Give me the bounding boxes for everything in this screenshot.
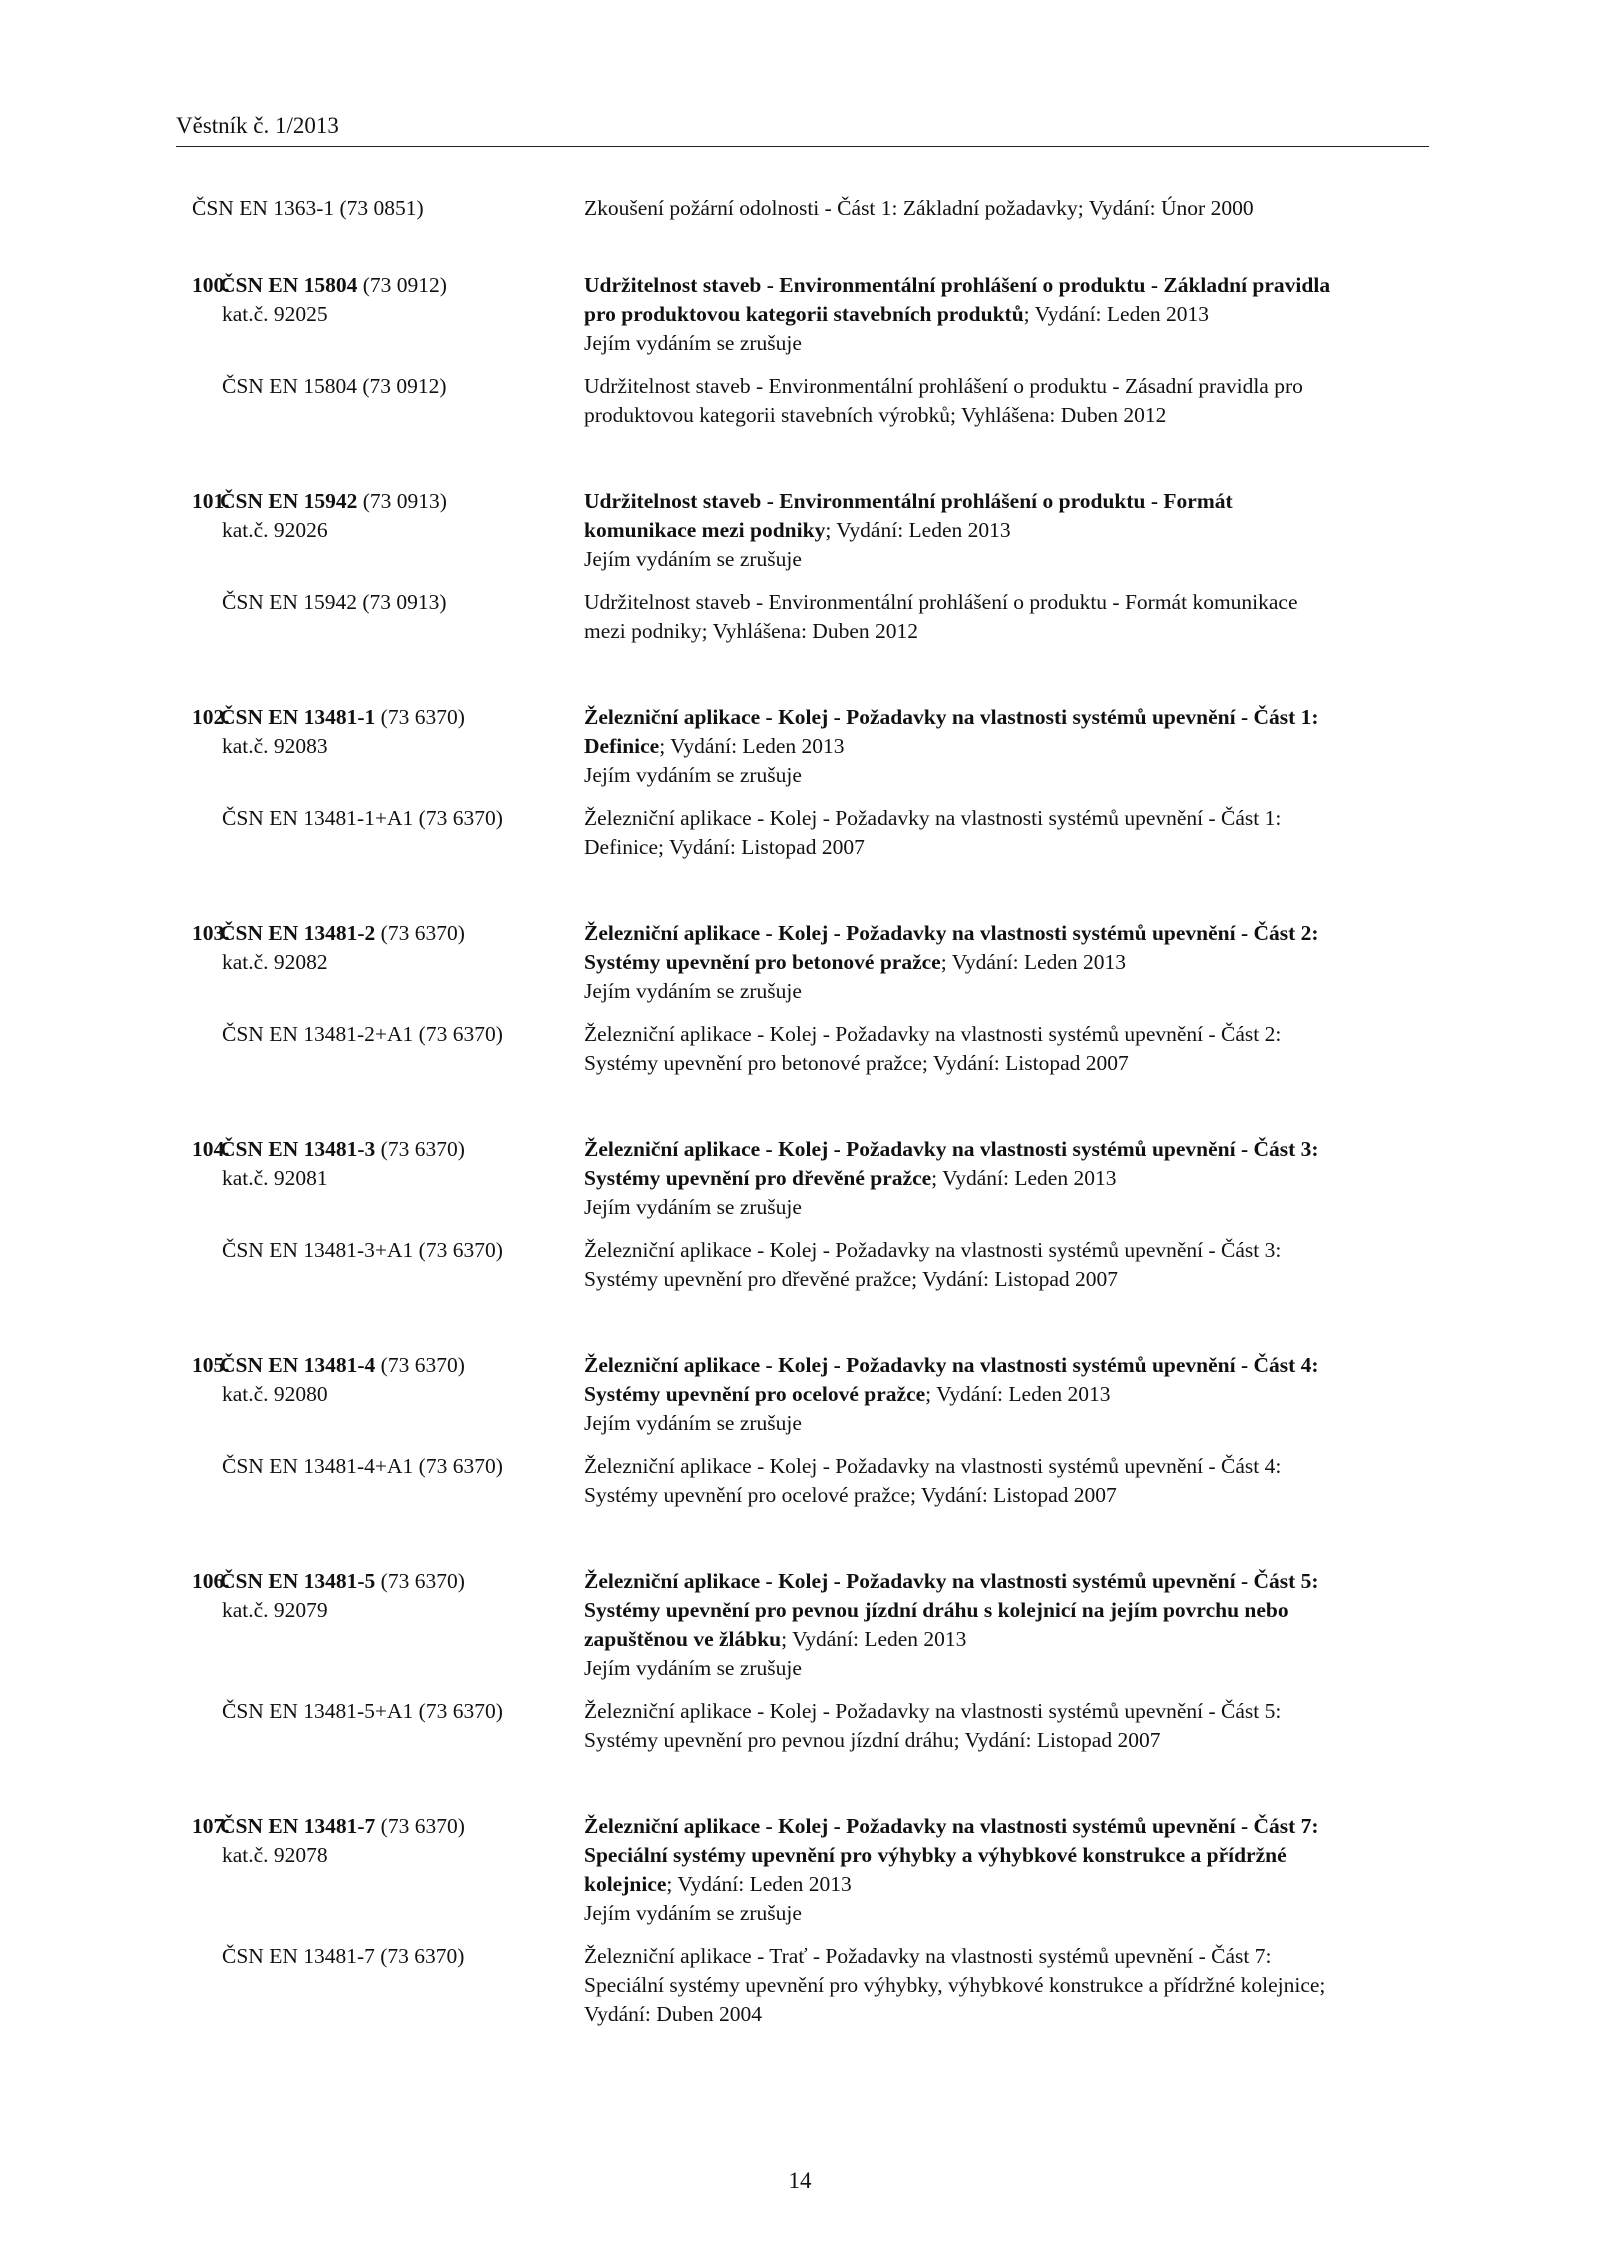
entry-class-code: (73 6370) [375, 921, 465, 945]
entry-spacer [192, 1510, 1432, 1567]
document-body [192, 194, 1432, 2029]
entry-spacer [192, 1078, 1432, 1135]
replaced-code: ČSN EN 13481-3+A1 (73 6370) [222, 1238, 503, 1262]
entry-cancel-note: Jejím vydáním se zrušuje [584, 331, 802, 355]
entry-identifier [192, 919, 584, 1006]
replaced-description-line: Železniční aplikace - Kolej - Požadavky na vlastnosti systémů upevnění - Část 5: [584, 1699, 1282, 1723]
entry-class-code: (73 6370) [375, 1814, 465, 1838]
entry-title-line: Udržitelnost staveb - Environmentální prohlášení o produktu - Základní pravidla [584, 273, 1331, 297]
entry-issue-date: ; Vydání: Leden 2013 [925, 1382, 1111, 1406]
entry-new-standard [192, 703, 1432, 790]
entry-class-code: (73 0913) [357, 489, 447, 513]
entry-number: 104. [192, 1137, 230, 1161]
replaced-description [584, 1697, 1432, 1755]
standard-entry [192, 271, 1432, 430]
entry-code: ČSN EN 15942 [220, 489, 358, 513]
entry-class-code: (73 6370) [375, 1569, 465, 1593]
entry-catalog-number: kat.č. 92083 [222, 734, 328, 758]
entry-spacer [192, 1755, 1432, 1812]
replaced-description-line: Speciální systémy upevnění pro výhybky, výhybkové konstrukce a přídržné kolejnice; [584, 1973, 1326, 1997]
replaced-code: ČSN EN 13481-1+A1 (73 6370) [222, 806, 503, 830]
entry-description [584, 1567, 1432, 1683]
replaced-description-line: Vydání: Duben 2004 [584, 2002, 762, 2026]
entry-spacer [192, 862, 1432, 919]
entry-spacer [192, 430, 1432, 487]
replaced-description-line: Systémy upevnění pro betonové pražce; Vydání: Listopad 2007 [584, 1051, 1129, 1075]
entry-cancel-note: Jejím vydáním se zrušuje [584, 1656, 802, 1680]
entry-cancel-note: Jejím vydáním se zrušuje [584, 1901, 802, 1925]
entry-replaced-standard [192, 1942, 1432, 2029]
top-entry-code: ČSN EN 1363-1 (73 0851) [192, 196, 424, 220]
entry-spacer [192, 646, 1432, 703]
entry-title-line: zapuštěnou ve žlábku [584, 1627, 782, 1651]
replaced-code: ČSN EN 15942 (73 0913) [222, 590, 447, 614]
entry-identifier [192, 1135, 584, 1222]
replaced-description [584, 1236, 1432, 1294]
entry-cancel-note: Jejím vydáním se zrušuje [584, 547, 802, 571]
replaced-description [584, 588, 1432, 646]
entry-issue-date: ; Vydání: Leden 2013 [940, 950, 1127, 974]
entry-class-code: (73 6370) [375, 1353, 465, 1377]
entry-new-standard [192, 271, 1432, 358]
entry-new-standard [192, 1135, 1432, 1222]
entry-replaced-standard [192, 1697, 1432, 1755]
entry-new-standard [192, 1351, 1432, 1438]
entry-class-code: (73 0912) [357, 273, 447, 297]
entry-identifier [192, 1812, 584, 1928]
entry-title-line: Udržitelnost staveb - Environmentální prohlášení o produktu - Formát [584, 489, 1233, 513]
entry-title-line: Systémy upevnění pro ocelové pražce [584, 1382, 926, 1406]
replaced-code: ČSN EN 15804 (73 0912) [222, 374, 447, 398]
entry-catalog-number: kat.č. 92081 [222, 1166, 328, 1190]
entry-code: ČSN EN 15804 [220, 273, 358, 297]
entry-new-standard [192, 1567, 1432, 1683]
replaced-description [584, 372, 1432, 430]
entry-title-line: Systémy upevnění pro betonové pražce [584, 950, 941, 974]
replaced-description-line: Definice; Vydání: Listopad 2007 [584, 835, 865, 859]
top-entry [192, 194, 1432, 223]
replaced-code: ČSN EN 13481-7 (73 6370) [222, 1944, 465, 1968]
entry-title-line: kolejnice [584, 1872, 667, 1896]
entry-identifier [192, 703, 584, 790]
replaced-description-line: Systémy upevnění pro dřevěné pražce; Vydání: Listopad 2007 [584, 1267, 1118, 1291]
entry-new-standard [192, 487, 1432, 574]
replaced-description-line: Systémy upevnění pro pevnou jízdní dráhu; Vydání: Listopad 2007 [584, 1728, 1161, 1752]
entry-replaced-standard [192, 1020, 1432, 1078]
entry-number: 105. [192, 1353, 230, 1377]
replaced-description-line: Udržitelnost staveb - Environmentální prohlášení o produktu - Zásadní pravidla pro [584, 374, 1303, 398]
replaced-description [584, 1020, 1432, 1078]
standard-entry [192, 487, 1432, 646]
entry-replaced-standard [192, 1236, 1432, 1294]
entry-cancel-note: Jejím vydáním se zrušuje [584, 1195, 802, 1219]
standard-entry [192, 1135, 1432, 1294]
entry-issue-date: ; Vydání: Leden 2013 [781, 1627, 967, 1651]
entry-number: 103. [192, 921, 230, 945]
replaced-code: ČSN EN 13481-4+A1 (73 6370) [222, 1454, 503, 1478]
entry-identifier [192, 1351, 584, 1438]
entry-number: 100. [192, 273, 230, 297]
header-rule [176, 146, 1429, 147]
replaced-description [584, 1452, 1432, 1510]
entry-code: ČSN EN 13481-1 [220, 705, 376, 729]
entry-cancel-note: Jejím vydáním se zrušuje [584, 763, 802, 787]
entry-title-line: komunikace mezi podniky [584, 518, 826, 542]
entry-title-line: Systémy upevnění pro pevnou jízdní dráhu s kolejnicí na jejím povrchu nebo [584, 1598, 1289, 1622]
entry-issue-date: ; Vydání: Leden 2013 [931, 1166, 1117, 1190]
entry-identifier [192, 487, 584, 574]
entry-description [584, 1135, 1432, 1222]
entry-new-standard [192, 1812, 1432, 1928]
entry-title-line: Železniční aplikace - Kolej - Požadavky na vlastnosti systémů upevnění - Část 2: [584, 921, 1319, 945]
entry-replaced-standard [192, 804, 1432, 862]
entry-title-line: Speciální systémy upevnění pro výhybky a výhybkové konstrukce a přídržné [584, 1843, 1287, 1867]
entry-replaced-standard [192, 588, 1432, 646]
entry-code: ČSN EN 13481-3 [220, 1137, 376, 1161]
entry-description [584, 271, 1432, 358]
entry-issue-date: ; Vydání: Leden 2013 [825, 518, 1011, 542]
entry-description [584, 919, 1432, 1006]
entry-title-line: pro produktovou kategorii stavebních produktů [584, 302, 1024, 326]
entry-issue-date: ; Vydání: Leden 2013 [659, 734, 845, 758]
entry-catalog-number: kat.č. 92026 [222, 518, 328, 542]
entry-code: ČSN EN 13481-2 [220, 921, 376, 945]
entry-replaced-standard [192, 372, 1432, 430]
top-entry-text: Zkoušení požární odolnosti - Část 1: Základní požadavky; Vydání: Únor 2000 [584, 196, 1254, 220]
entry-catalog-number: kat.č. 92082 [222, 950, 328, 974]
entry-class-code: (73 6370) [375, 1137, 465, 1161]
replaced-description-line: mezi podniky; Vyhlášena: Duben 2012 [584, 619, 918, 643]
entry-spacer [192, 223, 1432, 271]
entry-code: ČSN EN 13481-5 [220, 1569, 376, 1593]
entry-list [192, 223, 1432, 2029]
page-number: 14 [788, 2168, 812, 2193]
replaced-description-line: Udržitelnost staveb - Environmentální prohlášení o produktu - Formát komunikace [584, 590, 1298, 614]
replaced-description [584, 804, 1432, 862]
entry-catalog-number: kat.č. 92078 [222, 1843, 328, 1867]
entry-description [584, 703, 1432, 790]
entry-number: 102. [192, 705, 230, 729]
standard-entry [192, 703, 1432, 862]
entry-spacer [192, 1294, 1432, 1351]
entry-cancel-note: Jejím vydáním se zrušuje [584, 979, 802, 1003]
entry-catalog-number: kat.č. 92025 [222, 302, 328, 326]
entry-issue-date: ; Vydání: Leden 2013 [666, 1872, 852, 1896]
entry-code: ČSN EN 13481-7 [220, 1814, 376, 1838]
entry-description [584, 1812, 1432, 1928]
replaced-code: ČSN EN 13481-2+A1 (73 6370) [222, 1022, 503, 1046]
replaced-description-line: Železniční aplikace - Trať - Požadavky na vlastnosti systémů upevnění - Část 7: [584, 1944, 1272, 1968]
entry-description [584, 487, 1432, 574]
entry-replaced-standard [192, 1452, 1432, 1510]
entry-identifier [192, 1567, 584, 1683]
entry-new-standard [192, 919, 1432, 1006]
entry-title-line: Definice [584, 734, 660, 758]
replaced-description [584, 1942, 1432, 2029]
replaced-description-line: Železniční aplikace - Kolej - Požadavky na vlastnosti systémů upevnění - Část 2: [584, 1022, 1282, 1046]
entry-issue-date: ; Vydání: Leden 2013 [1023, 302, 1209, 326]
entry-title-line: Systémy upevnění pro dřevěné pražce [584, 1166, 932, 1190]
entry-number: 107. [192, 1814, 230, 1838]
entry-cancel-note: Jejím vydáním se zrušuje [584, 1411, 802, 1435]
standard-entry [192, 1567, 1432, 1755]
entry-identifier [192, 271, 584, 358]
entry-title-line: Železniční aplikace - Kolej - Požadavky na vlastnosti systémů upevnění - Část 5: [584, 1569, 1319, 1593]
entry-description [584, 1351, 1432, 1438]
replaced-description-line: Systémy upevnění pro ocelové pražce; Vydání: Listopad 2007 [584, 1483, 1117, 1507]
entry-title-line: Železniční aplikace - Kolej - Požadavky na vlastnosti systémů upevnění - Část 3: [584, 1137, 1319, 1161]
entry-title-line: Železniční aplikace - Kolej - Požadavky na vlastnosti systémů upevnění - Část 7: [584, 1814, 1319, 1838]
entry-title-line: Železniční aplikace - Kolej - Požadavky na vlastnosti systémů upevnění - Část 4: [584, 1353, 1319, 1377]
entry-code: ČSN EN 13481-4 [220, 1353, 376, 1377]
replaced-description-line: produktovou kategorii stavebních výrobků; Vyhlášena: Duben 2012 [584, 403, 1167, 427]
standard-entry [192, 919, 1432, 1078]
entry-number: 106. [192, 1569, 230, 1593]
standard-entry [192, 1812, 1432, 2029]
replaced-code: ČSN EN 13481-5+A1 (73 6370) [222, 1699, 503, 1723]
entry-catalog-number: kat.č. 92080 [222, 1382, 328, 1406]
page-header: Věstník č. 1/2013 [176, 113, 339, 138]
replaced-description-line: Železniční aplikace - Kolej - Požadavky na vlastnosti systémů upevnění - Část 1: [584, 806, 1282, 830]
entry-title-line: Železniční aplikace - Kolej - Požadavky na vlastnosti systémů upevnění - Část 1: [584, 705, 1319, 729]
entry-number: 101. [192, 489, 230, 513]
entry-catalog-number: kat.č. 92079 [222, 1598, 328, 1622]
replaced-description-line: Železniční aplikace - Kolej - Požadavky na vlastnosti systémů upevnění - Část 4: [584, 1454, 1282, 1478]
replaced-description-line: Železniční aplikace - Kolej - Požadavky na vlastnosti systémů upevnění - Část 3: [584, 1238, 1282, 1262]
standard-entry [192, 1351, 1432, 1510]
entry-class-code: (73 6370) [375, 705, 465, 729]
